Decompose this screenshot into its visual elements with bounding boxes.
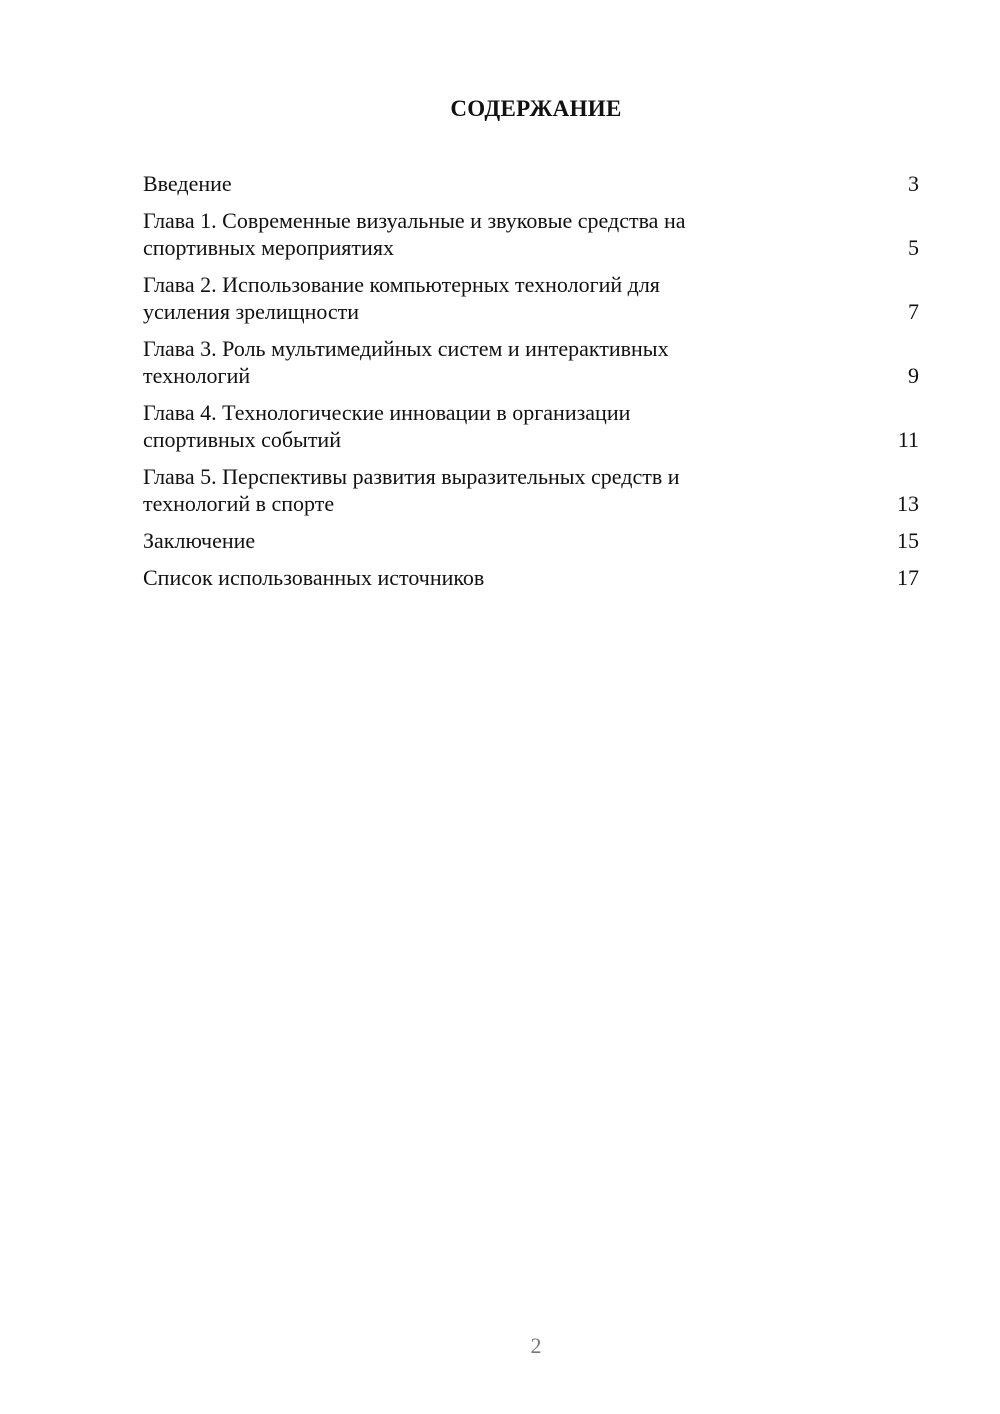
toc-item-references [143,564,919,591]
toc-item-page: 17 [897,565,919,590]
toc-item-introduction [143,170,919,197]
toc-item-page: 3 [908,171,919,196]
toc-item-page: 11 [897,427,919,452]
toc-item-page: 9 [908,363,919,388]
toc-item-label: Глава 4. Технологические инновации в организации спортивных событий [143,400,631,452]
toc-item-label: Глава 2. Использование компьютерных технологий для усиления зрелищности [143,272,660,324]
toc-item-page: 15 [897,528,919,553]
toc-item-chapter-2 [143,271,919,325]
toc-item-label: Глава 3. Роль мультимедийных систем и интерактивных технологий [143,336,669,388]
toc-item-chapter-1 [143,207,919,261]
toc-item-chapter-3 [143,335,919,389]
table-of-contents [143,170,919,601]
toc-item-page: 13 [897,491,919,516]
toc-item-label: Введение [143,171,232,196]
toc-item-label: Заключение [143,528,256,553]
toc-item-page: 5 [908,235,919,260]
toc-item-conclusion [143,527,919,554]
toc-item-label: Глава 1. Современные визуальные и звуковые средства на спортивных мероприятиях [143,208,686,260]
toc-item-chapter-4 [143,399,919,453]
toc-item-label: Глава 5. Перспективы развития выразительных средств и технологий в спорте [143,464,680,516]
toc-item-chapter-5 [143,463,919,517]
toc-item-label: Список использованных источников [143,565,485,590]
page-number: 2 [530,1333,542,1358]
toc-item-page: 7 [908,299,919,324]
page-title: СОДЕРЖАНИЕ [450,96,622,121]
